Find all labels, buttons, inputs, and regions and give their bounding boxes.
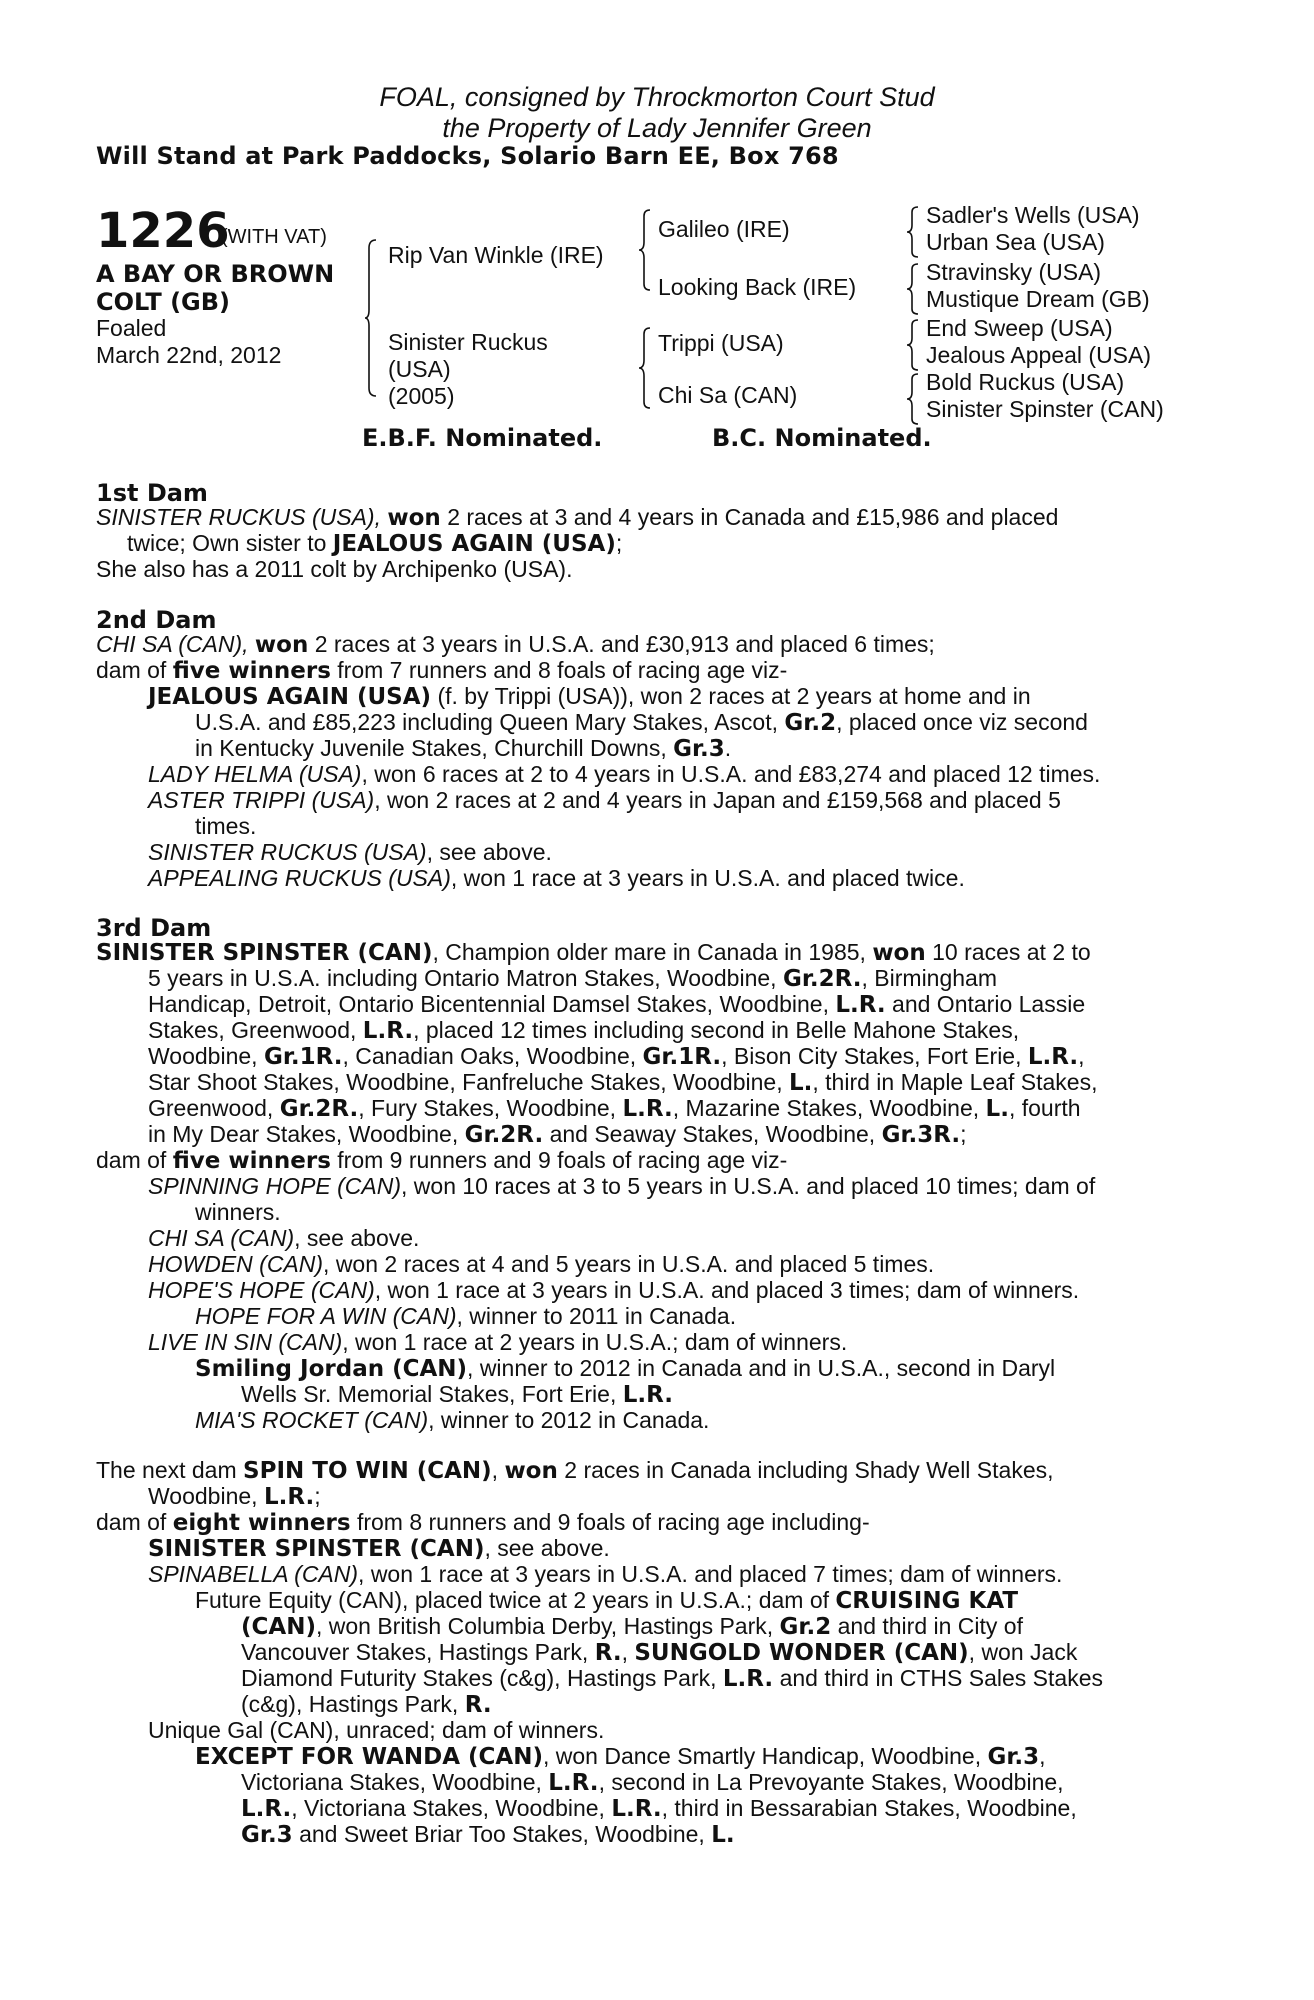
progeny-name: LIVE IN SIN (CAN) (148, 1329, 343, 1355)
text: 2 races at 3 and 4 years in Canada and £15,986 and placed (447, 504, 1059, 530)
progeny-name: HOPE FOR A WIN (CAN) (195, 1303, 457, 1329)
sire-dam: Looking Back (IRE) (658, 274, 857, 300)
progeny-name: SUNGOLD WONDER (CAN) (634, 1640, 969, 1666)
second-dam-heading: 2nd Dam (96, 606, 217, 634)
next-dam-line (195, 1743, 1046, 1770)
grade: L. (985, 1096, 1009, 1122)
text: , third in Bessarabian Stakes, Woodbine, (661, 1795, 1077, 1821)
next-dam-line (148, 1483, 321, 1510)
text: , won 1 race at 3 years in U.S.A. and placed 7 times; dam of winners. (358, 1561, 1063, 1587)
progeny-name: APPEALING RUCKUS (USA) (148, 865, 451, 891)
description-line-1: A BAY OR BROWN (96, 260, 335, 288)
text: (c&g), Hastings Park, (241, 1691, 459, 1717)
third-dam-line (148, 1017, 1019, 1044)
pedigree-sire-brace (638, 208, 652, 292)
third-dam-line: winners. (195, 1199, 281, 1225)
progeny-name: JEALOUS AGAIN (USA) (148, 684, 432, 710)
text: ; (314, 1483, 321, 1509)
second-dam-line (96, 657, 787, 684)
dam (388, 329, 548, 410)
third-dam-line (148, 1121, 967, 1148)
grade: Gr.3 (987, 1744, 1040, 1770)
text: , won 6 races at 2 to 4 years in U.S.A. and £83,274 and placed 12 times. (361, 761, 1101, 787)
sibling-name: JEALOUS AGAIN (USA) (332, 531, 616, 557)
progeny-name: SINISTER SPINSTER (CAN) (148, 1536, 485, 1562)
second-dam-line (195, 709, 1088, 736)
text: U.S.A. and £85,223 including Queen Mary Stakes, Ascot, (195, 709, 779, 735)
next-dam-line (241, 1795, 1077, 1822)
text: , won 1 race at 3 years in U.S.A. and placed 3 times; dam of winners. (374, 1277, 1080, 1303)
ss-dam: Urban Sea (USA) (926, 229, 1105, 255)
second-dam-line (195, 735, 731, 762)
text: in My Dear Stakes, Woodbine, (148, 1121, 459, 1147)
text: dam of (96, 1147, 167, 1173)
dam-name: CHI SA (CAN), (96, 631, 249, 657)
text: , see above. (484, 1535, 610, 1561)
dd-dam: Sinister Spinster (CAN) (926, 396, 1164, 422)
property-line: the Property of Lady Jennifer Green (442, 113, 872, 143)
text: , Champion older mare in Canada in 1985, (432, 939, 866, 965)
ds-sire: End Sweep (USA) (926, 315, 1113, 341)
third-dam-line (195, 1407, 709, 1433)
text: , see above. (426, 839, 552, 865)
dam-name: SINISTER SPINSTER (CAN) (96, 940, 433, 966)
next-dam-line (241, 1691, 492, 1718)
third-dam-line (96, 939, 1091, 966)
text: , second in La Prevoyante Stakes, Woodbine, (598, 1769, 1064, 1795)
text: in Kentucky Juvenile Stakes, Churchill Downs, (195, 735, 667, 761)
progeny-name: SINISTER RUCKUS (USA) (148, 839, 427, 865)
first-dam-line: She also has a 2011 colt by Archipenko (USA). (96, 556, 573, 582)
progeny-name: HOWDEN (CAN) (148, 1251, 324, 1277)
third-dam-line (148, 1251, 934, 1277)
text: and third in City of (837, 1613, 1023, 1639)
text: , won 1 race at 2 years in U.S.A.; dam of winners. (342, 1329, 848, 1355)
text: twice; Own sister to (127, 530, 327, 556)
third-dam-line (148, 965, 997, 992)
next-dam-line (148, 1561, 1062, 1587)
dam-line-1: Sinister Ruckus (388, 329, 548, 355)
won-label: won (254, 632, 309, 658)
text: Star Shoot Stakes, Woodbine, Fanfreluche Stakes, Woodbine, (148, 1069, 783, 1095)
text: , Bison City Stakes, Fort Erie, (721, 1043, 1022, 1069)
grade: L.R. (548, 1770, 599, 1796)
dd-sire: Bold Ruckus (USA) (926, 369, 1125, 395)
winners-count: eight winners (172, 1510, 351, 1536)
text: Wells Sr. Memorial Stakes, Fort Erie, (241, 1381, 617, 1407)
grade: L.R. (263, 1484, 315, 1510)
foaled-label: Foaled (96, 315, 167, 341)
pedigree-brace-1 (906, 205, 920, 259)
second-dam-line (148, 761, 1100, 787)
foaled-date: March 22nd, 2012 (96, 342, 282, 368)
text: ; (960, 1121, 967, 1147)
grade: R. (464, 1692, 492, 1718)
text: , Mazarine Stakes, Woodbine, (672, 1095, 980, 1121)
text: Vancouver Stakes, Hastings Park, (241, 1639, 589, 1665)
text: 2 races in Canada including Shady Well Stakes, (564, 1457, 1054, 1483)
text: from 9 runners and 9 foals of racing age viz- (337, 1147, 788, 1173)
text: and Sweet Briar Too Stakes, Woodbine, (299, 1821, 705, 1847)
next-dam-line (241, 1769, 1064, 1796)
dam-line-2: (USA) (388, 356, 451, 382)
text: 5 years in U.S.A. including Ontario Matron Stakes, Woodbine, (148, 965, 777, 991)
grade: Gr.1R. (642, 1044, 722, 1070)
grade: R. (594, 1640, 622, 1666)
second-dam-line: times. (195, 813, 257, 839)
text: Stakes, Greenwood, (148, 1017, 357, 1043)
progeny-name: Smiling Jordan (CAN) (195, 1356, 468, 1382)
sire: Rip Van Winkle (IRE) (388, 242, 604, 268)
second-dam-line (148, 839, 552, 865)
dam-name: SINISTER RUCKUS (USA), (96, 504, 381, 530)
pedigree-brace-2 (906, 262, 920, 316)
grade: Gr.2 (779, 1614, 832, 1640)
text: Greenwood, (148, 1095, 274, 1121)
grade: L.R. (835, 992, 886, 1018)
grade: L.R. (241, 1796, 292, 1822)
horse-description (96, 260, 334, 316)
third-dam-line (241, 1381, 673, 1408)
pedigree-brace-3 (906, 318, 920, 372)
progeny-name: ASTER TRIPPI (USA) (148, 787, 375, 813)
second-dam-line (148, 865, 965, 891)
third-dam-line (148, 1069, 1097, 1096)
grade: Gr.2 (784, 710, 837, 736)
text: from 7 runners and 8 foals of racing age viz- (337, 657, 788, 683)
text: , (621, 1639, 628, 1665)
next-dam-line (195, 1587, 1018, 1614)
won-label: won (387, 505, 441, 531)
winners-count: five winners (172, 658, 331, 684)
progeny-name: MIA'S ROCKET (CAN) (195, 1407, 429, 1433)
text: . (724, 735, 732, 761)
sd-sire: Stravinsky (USA) (926, 259, 1102, 285)
text: Woodbine, (148, 1043, 258, 1069)
text: , won 2 races at 4 and 5 years in U.S.A. and placed 5 times. (323, 1251, 935, 1277)
dam-sire: Trippi (USA) (658, 330, 784, 356)
text: and Ontario Lassie (892, 991, 1086, 1017)
third-dam-line (148, 1329, 847, 1355)
text: 2 races at 3 years in U.S.A. and £30,913 and placed 6 times; (314, 631, 935, 657)
pedigree-brace-4 (906, 372, 920, 426)
second-dam-line (148, 683, 1031, 710)
text: , winner to 2011 in Canada. (456, 1303, 737, 1329)
progeny-name: SPINABELLA (CAN) (148, 1561, 359, 1587)
text: , won 10 races at 3 to 5 years in U.S.A. and placed 10 times; dam of (401, 1173, 1096, 1199)
text: , won British Columbia Derby, Hastings Park, (315, 1613, 774, 1639)
grade: Gr.3R. (881, 1122, 961, 1148)
dam-line-3: (2005) (388, 383, 455, 409)
next-dam-line (241, 1665, 1103, 1692)
text: , third in Maple Leaf Stakes, (812, 1069, 1098, 1095)
text: Future Equity (CAN), placed twice at 2 years in U.S.A.; dam of (195, 1587, 830, 1613)
text: dam of (96, 1509, 167, 1535)
third-dam-line (148, 1095, 1081, 1122)
text: from 8 runners and 9 foals of racing age including- (356, 1509, 870, 1535)
third-dam-line (148, 1277, 1079, 1303)
next-dam-line (96, 1457, 1054, 1484)
text: , Birmingham (861, 965, 997, 991)
grade: L. (788, 1070, 813, 1096)
first-dam-line (127, 530, 622, 557)
grade: L.R. (362, 1018, 414, 1044)
text: , (1039, 1743, 1046, 1769)
consignor-line: FOAL, consigned by Throckmorton Court Stud (379, 82, 935, 112)
progeny-name: CRUISING KAT (835, 1588, 1019, 1614)
grade: L.R. (622, 1382, 674, 1408)
text: 10 races at 2 to (932, 939, 1091, 965)
next-dam-line (241, 1613, 1023, 1640)
next-dam-line: Unique Gal (CAN), unraced; dam of winners. (148, 1717, 605, 1743)
description-line-2: COLT (GB) (96, 288, 230, 316)
bc-nomination: B.C. Nominated. (712, 424, 932, 452)
progeny-name: (CAN) (241, 1614, 316, 1640)
text: , placed once viz second (836, 709, 1088, 735)
progeny-name: CHI SA (CAN) (148, 1225, 295, 1251)
text: , fourth (1008, 1095, 1081, 1121)
third-dam-heading: 3rd Dam (96, 914, 212, 942)
grade: Gr.3 (241, 1822, 293, 1848)
grade: L.R. (722, 1666, 774, 1692)
grade: L. (711, 1822, 735, 1848)
grade: L.R. (622, 1096, 673, 1122)
grade: L.R. (611, 1796, 662, 1822)
text: , won Jack (968, 1639, 1078, 1665)
second-dam-line (148, 787, 1061, 813)
progeny-name: EXCEPT FOR WANDA (CAN) (195, 1744, 543, 1770)
third-dam-line (195, 1303, 736, 1329)
text: ; (615, 530, 623, 556)
text: dam of (96, 657, 167, 683)
third-dam-line (195, 1355, 1055, 1382)
text: The next dam (96, 1457, 237, 1483)
third-dam-line (148, 1043, 1085, 1070)
grade: Gr.2R. (464, 1122, 544, 1148)
pedigree-main-brace (364, 238, 378, 398)
won-label: won (504, 1458, 558, 1484)
text: Handicap, Detroit, Ontario Bicentennial Damsel Stakes, Woodbine, (148, 991, 829, 1017)
next-dam-line (241, 1821, 735, 1848)
text: (f. by Trippi (USA)), won 2 races at 2 years at home and in (437, 683, 1031, 709)
next-dam-line (241, 1639, 1077, 1666)
second-dam-line (96, 631, 935, 658)
lot-number: 1226 (96, 203, 230, 259)
winners-count: five winners (172, 1148, 331, 1174)
sd-dam: Mustique Dream (GB) (926, 286, 1150, 312)
ebf-nomination: E.B.F. Nominated. (362, 424, 603, 452)
progeny-name: LADY HELMA (USA) (148, 761, 362, 787)
dam-dam: Chi Sa (CAN) (658, 382, 798, 408)
grade: Gr.3 (673, 736, 725, 762)
text: , won 2 races at 2 and 4 years in Japan and £159,568 and placed 5 (374, 787, 1061, 813)
foaling-date (96, 315, 281, 369)
text: and Seaway Stakes, Woodbine, (549, 1121, 876, 1147)
grade: Gr.2R. (279, 1096, 359, 1122)
text: , Victoriana Stakes, Woodbine, (291, 1795, 605, 1821)
text: , placed 12 times including second in Belle Mahone Stakes, (413, 1017, 1020, 1043)
progeny-name: HOPE'S HOPE (CAN) (148, 1277, 375, 1303)
next-dam-line (96, 1509, 870, 1536)
grade: L.R. (1027, 1044, 1079, 1070)
text: , Canadian Oaks, Woodbine, (342, 1043, 637, 1069)
ds-dam: Jealous Appeal (USA) (926, 342, 1152, 368)
ss-sire: Sadler's Wells (USA) (926, 202, 1140, 228)
text: , winner to 2012 in Canada and in U.S.A., second in Daryl (467, 1355, 1056, 1381)
dam-name: SPIN TO WIN (CAN) (243, 1458, 492, 1484)
third-dam-line (148, 1225, 419, 1251)
text: , Fury Stakes, Woodbine, (358, 1095, 617, 1121)
third-dam-line (148, 1173, 1095, 1199)
text: , see above. (294, 1225, 420, 1251)
text: Woodbine, (148, 1483, 258, 1509)
first-dam-heading: 1st Dam (96, 479, 208, 507)
pedigree-dam-brace (638, 326, 652, 410)
progeny-name: SPINNING HOPE (CAN) (148, 1173, 402, 1199)
text: Victoriana Stakes, Woodbine, (241, 1769, 542, 1795)
grade: Gr.2R. (782, 966, 862, 992)
first-dam-line (96, 504, 1058, 531)
sire-sire: Galileo (IRE) (658, 216, 790, 242)
stand-location: Will Stand at Park Paddocks, Solario Barn EE, Box 768 (96, 142, 839, 170)
grade: Gr.1R. (263, 1044, 343, 1070)
text: , (1078, 1043, 1085, 1069)
won-label: won (872, 940, 926, 966)
text: , won 1 race at 3 years in U.S.A. and placed twice. (450, 865, 965, 891)
vat-note: (WITH VAT) (221, 226, 327, 248)
third-dam-line (148, 991, 1085, 1018)
text: , won Dance Smartly Handicap, Woodbine, (543, 1743, 982, 1769)
third-dam-line (96, 1147, 787, 1174)
text: and third in CTHS Sales Stakes (779, 1665, 1103, 1691)
text: , winner to 2012 in Canada. (428, 1407, 710, 1433)
text: , (491, 1457, 499, 1483)
text: Diamond Futurity Stakes (c&g), Hastings Park, (241, 1665, 717, 1691)
next-dam-line (148, 1535, 610, 1562)
